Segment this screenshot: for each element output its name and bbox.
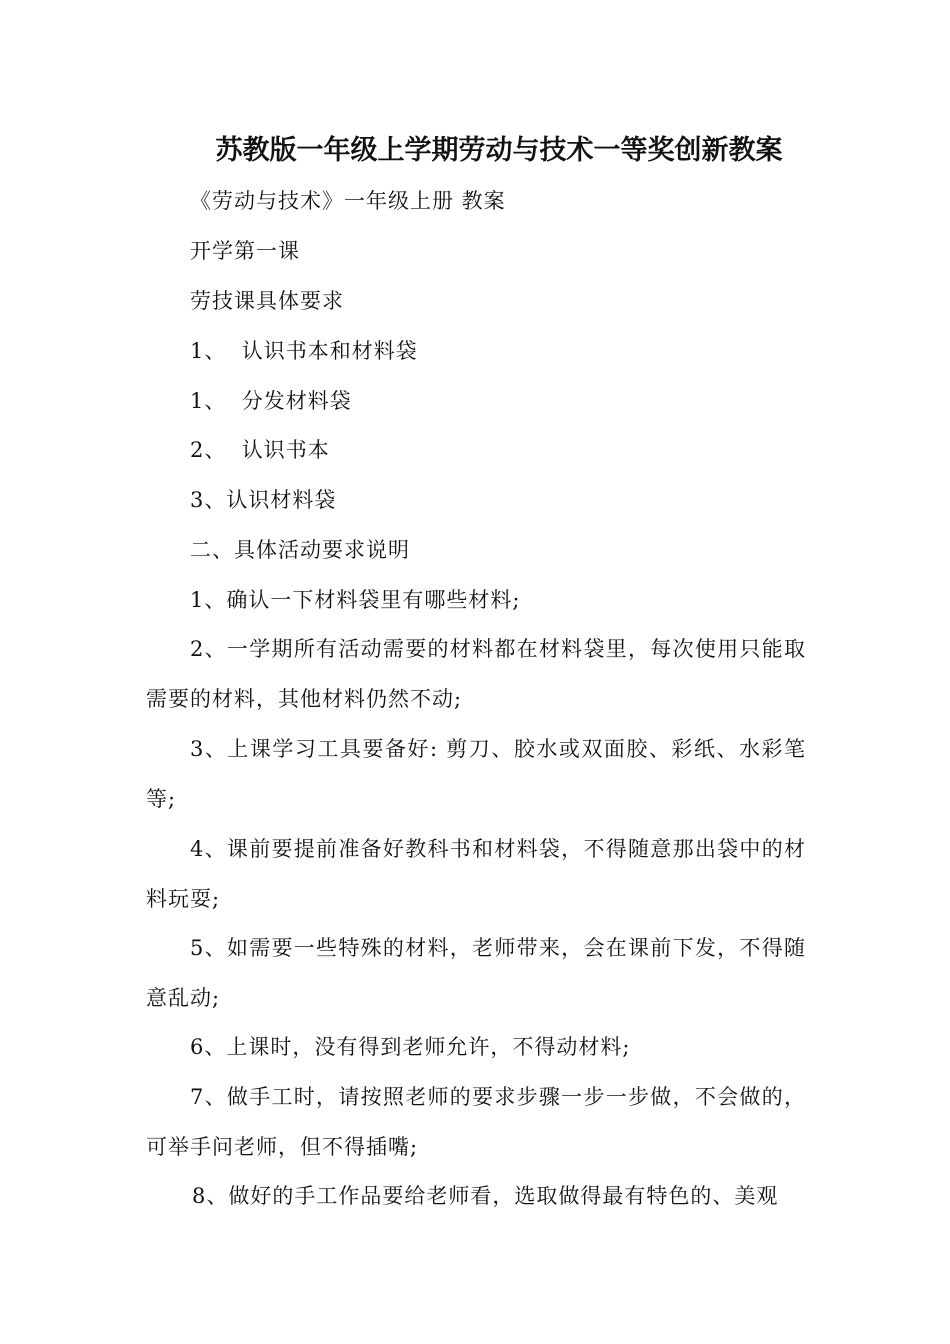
text-line-item: 3、认识材料袋 — [190, 488, 337, 512]
paragraph-item-5: 5、如需要一些特殊的材料，老师带来，会在课前下发，不得随意乱动; — [146, 936, 806, 1010]
text-line-item: 1、 认识书本和材料袋 — [190, 339, 418, 363]
text-line-first-lesson: 开学第一课 — [190, 239, 300, 263]
paragraph-item-4: 4、课前要提前准备好教科书和材料袋，不得随意那出袋中的材料玩耍; — [146, 837, 806, 911]
paragraph-item-7: 7、做手工时，请按照老师的要求步骤一步一步做，不会做的，可举手问老师，但不得插嘴; — [146, 1085, 806, 1159]
text-line-textbook-title: 《劳动与技术》一年级上册 教案 — [190, 189, 506, 213]
text-line-section-heading: 二、具体活动要求说明 — [190, 538, 410, 562]
text-line-item: 1、 分发材料袋 — [190, 389, 352, 413]
text-line-item: 2、 认识书本 — [190, 438, 330, 462]
paragraph-item-8: 8、做好的手工作品要给老师看，选取做得最有特色的、美观 — [192, 1184, 779, 1208]
paragraph-item-2: 2、一学期所有活动需要的材料都在材料袋里，每次使用只能取需要的材料，其他材料仍然不动; — [146, 637, 806, 711]
paragraph-item-6: 6、上课时，没有得到老师允许，不得动材料; — [190, 1035, 631, 1059]
paragraph-item-3: 3、上课学习工具要备好: 剪刀、胶水或双面胶、彩纸、水彩笔等; — [146, 737, 806, 811]
text-line-requirements-heading: 劳技课具体要求 — [190, 289, 344, 313]
document-title: 苏教版一年级上学期劳动与技术一等奖创新教案 — [215, 135, 783, 166]
text-line-item: 1、确认一下材料袋里有哪些材料; — [190, 588, 521, 612]
